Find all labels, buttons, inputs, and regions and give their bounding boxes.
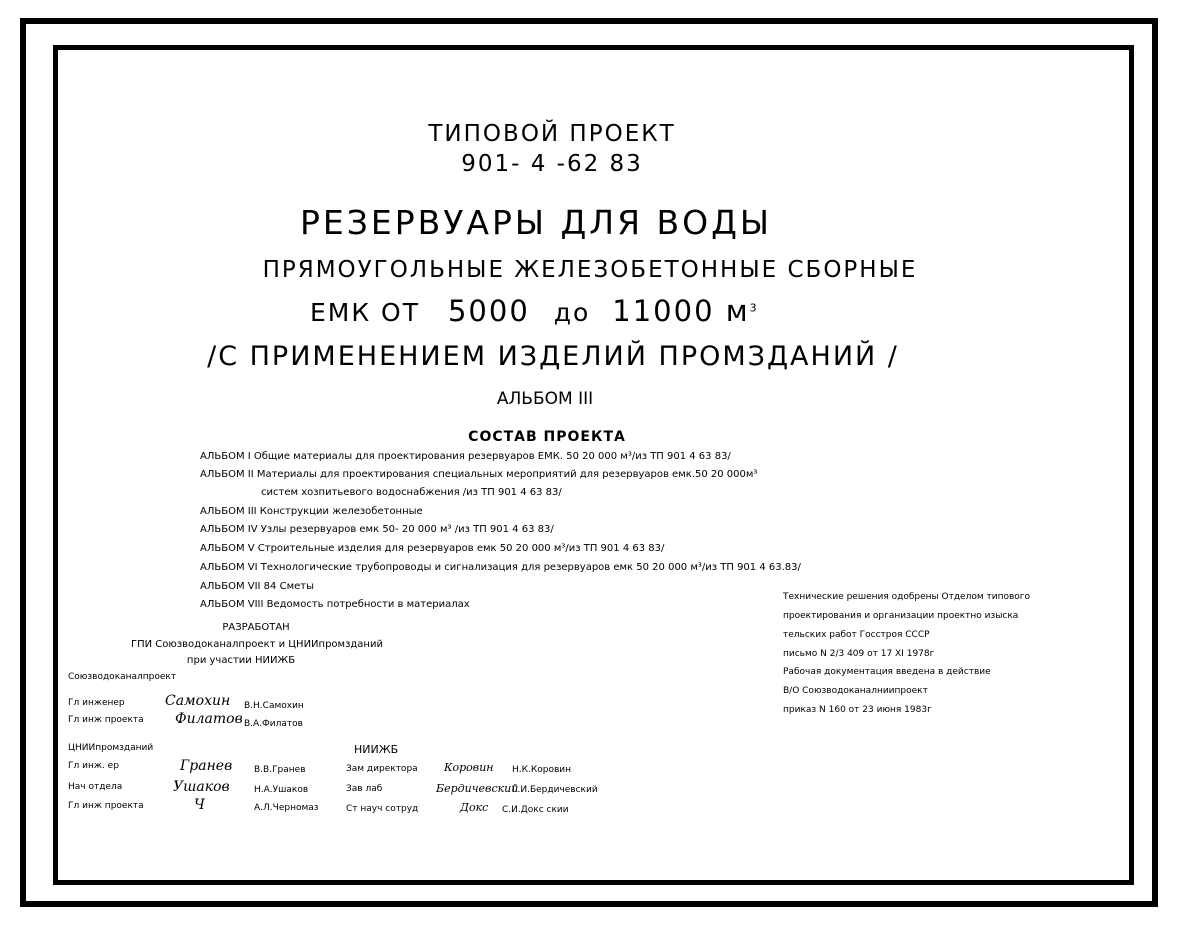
subtitle-capacity	[310, 294, 759, 328]
org3-role-3: Ст науч сотруд	[346, 804, 419, 814]
org2-role-3: Гл инж проекта	[68, 801, 144, 811]
org2-person-3: А.Л.Черномаз	[254, 803, 319, 813]
approval-line-1: Технические решения одобрены Отделом типового	[783, 592, 1031, 602]
composition-item-4: АЛЬБОМ IV Узлы резервуаров емк 50- 20 000 м³ /из ТП 901 4 63 83/	[200, 524, 554, 535]
org1-signature-2: Филатов	[175, 711, 243, 727]
approval-line-7: приказ N 160 от 23 июня 1983г	[783, 705, 932, 715]
composition-item-1: АЛЬБОМ I Общие материалы для проектирования резервуаров ЕМК. 50 20 000 м³/из ТП 901 4 63 83/	[200, 451, 731, 462]
org1-name: Союзводоканалпроект	[68, 672, 177, 682]
approval-line-4: письмо N 2/3 409 от 17 XI 1978г	[783, 649, 935, 659]
org3-role-2: Зав лаб	[346, 784, 383, 794]
composition-item-8: АЛЬБОМ VIII Ведомость потребности в материалах	[200, 599, 470, 610]
org2-role-1: Гл инж. ер	[68, 761, 119, 771]
org3-name: НИИЖБ	[354, 743, 399, 756]
org2-name: ЦНИИпромзданий	[68, 743, 154, 753]
org2-signature-3: Ч	[194, 797, 205, 813]
capacity-from: 5000	[447, 294, 530, 328]
capacity-mid: до	[553, 298, 591, 327]
org3-signature-3: Докс	[460, 801, 489, 814]
org2-person-2: Н.А.Ушаков	[254, 785, 309, 795]
approval-line-5: Рабочая документация введена в действие	[783, 667, 991, 677]
approval-line-3: тельских работ Госстроя СССР	[783, 630, 930, 640]
org1-role-1: Гл инженер	[68, 698, 125, 708]
org3-person-3: С.И.Докс скии	[502, 805, 569, 815]
org3-person-2: Г.И.Бердичевский	[512, 785, 598, 795]
developer-line-2: при участии НИИЖБ	[186, 655, 296, 666]
capacity-unit-exp: 3	[749, 301, 759, 315]
org1-signature-1: Самохин	[165, 693, 231, 709]
org3-signature-2: Бердичевский	[436, 782, 519, 795]
composition-heading: СОСТАВ ПРОЕКТА	[468, 429, 626, 445]
org2-person-1: В.В.Гранев	[254, 765, 306, 775]
org2-signature-1: Гранев	[180, 758, 233, 774]
org1-person-1: В.Н.Самохин	[244, 701, 304, 711]
composition-item-2-cont: систем хозпитьевого водоснабжения /из ТП 901 4 63 83/	[261, 487, 562, 498]
subtitle-application: /С ПРИМЕНЕНИЕМ ИЗДЕЛИЙ ПРОМЗДАНИЙ /	[207, 341, 899, 372]
org1-role-2: Гл инж проекта	[68, 715, 144, 725]
composition-item-7: АЛЬБОМ VII 84 Сметы	[200, 581, 314, 592]
capacity-to: 11000 м	[612, 294, 750, 328]
composition-item-2: АЛЬБОМ II Материалы для проектирования специальных мероприятий для резервуаров емк.50 20 000м³	[200, 469, 758, 480]
album-number: АЛЬБОМ III	[496, 389, 594, 409]
org3-person-1: Н.К.Коровин	[512, 765, 572, 775]
org2-role-2: Нач отдела	[68, 782, 123, 792]
org3-role-1: Зам директора	[346, 764, 418, 774]
developer-line-1: ГПИ Союзводоканалпроект и ЦНИИпромзданий	[131, 639, 383, 650]
org3-signature-1: Коровин	[444, 761, 494, 774]
main-title: РЕЗЕРВУАРЫ ДЛЯ ВОДЫ	[299, 203, 773, 242]
composition-item-6: АЛЬБОМ VI Технологические трубопроводы и сигнализация для резервуаров емк 50 20 000 м³/из ТП 901 4 63.83/	[200, 562, 801, 573]
capacity-prefix: ЕМК ОТ	[310, 298, 421, 327]
approval-line-6: В/О Союзводоканалниипроект	[783, 686, 928, 696]
subtitle-shape: ПРЯМОУГОЛЬНЫЕ ЖЕЛЕЗОБЕТОННЫЕ СБОРНЫЕ	[262, 257, 918, 283]
org2-signature-2: Ушаков	[173, 779, 230, 795]
project-number: 901- 4 -62 83	[461, 151, 643, 177]
composition-item-3: АЛЬБОМ III Конструкции железобетонные	[200, 506, 423, 517]
approval-line-2: проектирования и организации проектно изыска	[783, 611, 1019, 621]
org1-person-2: В.А.Филатов	[244, 719, 303, 729]
composition-item-5: АЛЬБОМ V Строительные изделия для резервуаров емк 50 20 000 м³/из ТП 901 4 63 83/	[200, 543, 665, 554]
developer-label: РАЗРАБОТАН	[222, 622, 290, 633]
project-type-label: ТИПОВОЙ ПРОЕКТ	[428, 121, 676, 147]
